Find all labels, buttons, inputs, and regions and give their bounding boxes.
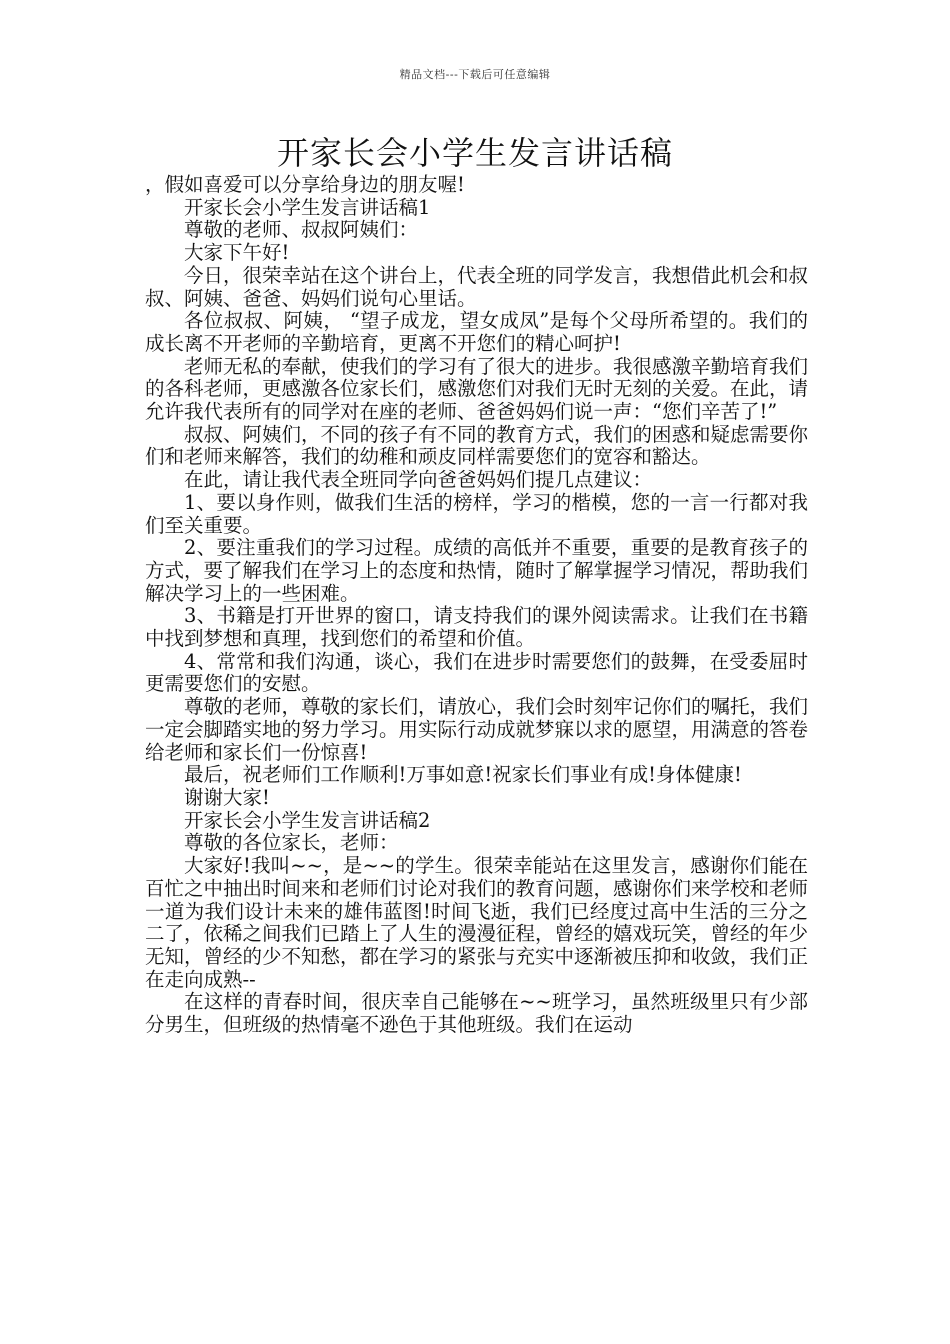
section-heading-1: 开家长会小学生发言讲话稿1 — [184, 195, 431, 219]
intro-line: ，假如喜爱可以分享给身边的朋友喔! — [145, 173, 465, 196]
greeting: 大家下午好! — [184, 241, 290, 265]
section-heading-2: 开家长会小学生发言讲话稿2 — [184, 808, 431, 832]
header-note: 精品文档---下载后可任意编辑 — [399, 68, 551, 81]
paragraph: 在此，请让我代表全班同学向爸爸妈妈们提几点建议： — [184, 468, 653, 492]
paragraph: 叔叔、阿姨们，不同的孩子有不同的教育方式，我们的困惑和疑虑需要你们和老师来解答，我们的幼稚和顽皮同样需要您们的宽容和豁达。 — [145, 422, 809, 469]
paragraph: 各位叔叔、阿姨， “望子成龙，望女成凤”是每个父母所希望的。我们的成长离不开老师的辛勤培育，更离不开您们的精心呵护! — [145, 309, 808, 355]
salutation: 尊敬的各位家长，老师： — [184, 831, 399, 855]
paragraph: 今日，很荣幸站在这个讲台上，代表全班的同学发言，我想借此机会和叔叔、阿姨、爸爸、妈妈们说句心里话。 — [145, 263, 809, 310]
suggestion-item: 3、书籍是打开世界的窗口，请支持我们的课外阅读需求。让我们在书籍中找到梦想和真理，找到您们的希望和价值。 — [145, 604, 808, 651]
salutation: 尊敬的老师、叔叔阿姨们： — [184, 218, 419, 242]
paragraph: 最后，祝老师们工作顺利!万事如意!祝家长们事业有成!身体健康! — [184, 763, 742, 787]
closing: 谢谢大家! — [184, 785, 270, 809]
paragraph: 老师无私的奉献，使我们的学习有了很大的进步。我很感激辛勤培育我们的各科老师，更感激各位家长们，感激您们对我们无时无刻的关爱。在此，请允许我代表所有的同学对在座的老师、爸爸妈妈们说一声：“您们辛苦了!” — [145, 354, 809, 424]
paragraph: 在这样的青春时间，很庆幸自己能够在~~班学习，虽然班级里只有少部分男生，但班级的热情毫不逊色于其他班级。我们在运动 — [145, 990, 808, 1037]
paragraph: 尊敬的老师，尊敬的家长们，请放心，我们会时刻牢记你们的嘱托，我们一定会脚踏实地的努力学习。用实际行动成就梦寐以求的愿望，用满意的答卷给老师和家长们一份惊喜! — [145, 695, 809, 764]
document-title: 开家长会小学生发言讲话稿 — [276, 134, 673, 172]
suggestion-item: 1、要以身作则，做我们生活的榜样，学习的楷模，您的一言一行都对我们至关重要。 — [145, 490, 808, 537]
suggestion-item: 2、要注重我们的学习过程。成绩的高低并不重要，重要的是教育孩子的方式，要了解我们在学习上的态度和热情，随时了解掌握学习情况，帮助我们解决学习上的一些困难。 — [145, 536, 809, 605]
suggestion-item: 4、常常和我们沟通，谈心，我们在进步时需要您们的鼓舞，在受委屈时更需要您们的安慰。 — [145, 649, 808, 696]
document-body — [145, 174, 808, 1037]
paragraph: 大家好!我叫~~，是~~的学生。很荣幸能站在这里发言，感谢你们能在百忙之中抽出时间来和老师们讨论对我们的教育问题，感谢你们来学校和老师一道为我们设计未来的雄伟蓝图!时间飞逝，我们已经度过高中生活的三分之二了，依稀之间我们已踏上了人生的漫漫征程，曾经的嬉戏玩笑，曾经的年少无知，曾经的少不知愁，都在学习的紧张与充实中逐渐被压抑和收敛，我们正在走向成熟-- — [145, 854, 809, 991]
